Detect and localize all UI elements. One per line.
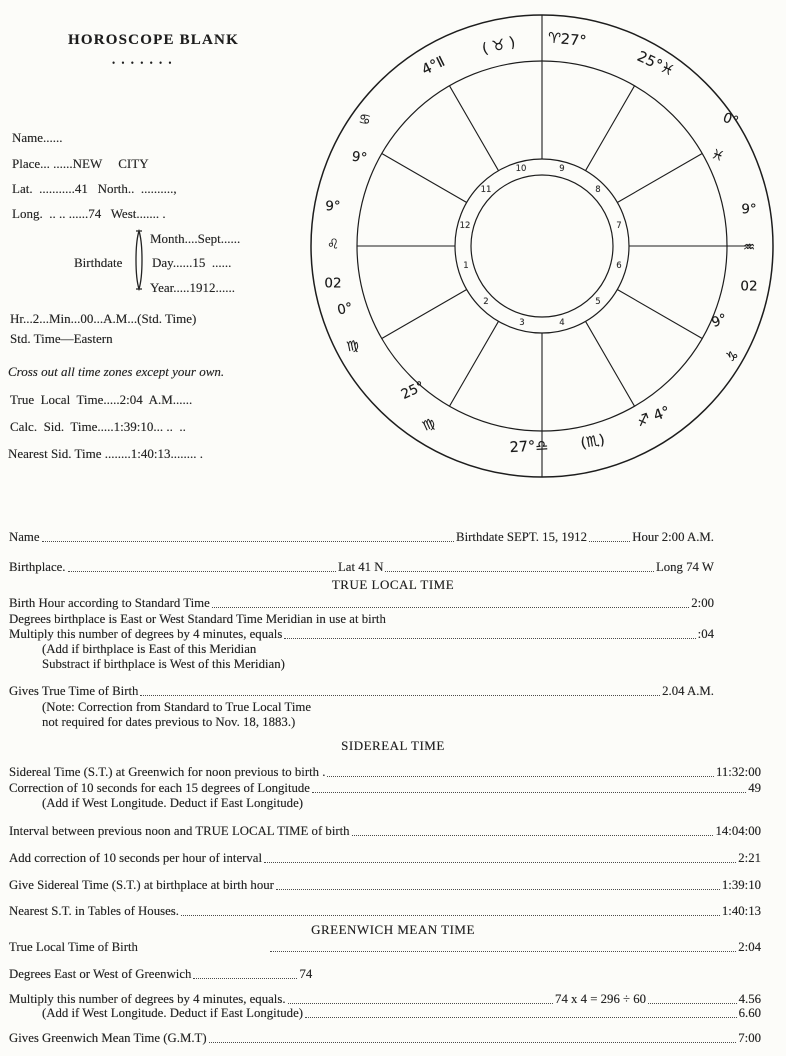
house-number-3: 3	[519, 318, 525, 328]
leader-dots	[181, 915, 720, 916]
leader-dots	[42, 541, 454, 542]
worksheet-birthplace-row	[9, 560, 714, 575]
row-label: Interval between previous noon and TRUE LOCAL TIME of birth	[9, 824, 350, 838]
cusp-12	[382, 154, 467, 203]
leader-dots	[212, 607, 689, 608]
row-label: Substract if birthplace is West of this Meridian)	[42, 657, 285, 671]
sign-text: 9°	[325, 198, 341, 215]
worksheet-row	[9, 1031, 761, 1046]
row-label: Multiply this number of degrees by 4 minutes, equals	[9, 627, 283, 641]
worksheet-note-row	[42, 700, 311, 715]
row-label: Correction of 10 seconds for each 15 degrees of Longitude	[9, 781, 310, 795]
worksheet-row	[9, 596, 714, 611]
sign-text: 27°♎	[509, 438, 549, 457]
cusp-11	[450, 86, 499, 171]
name-field: Name......	[12, 130, 63, 145]
cusp-6	[617, 290, 702, 339]
sign-text: ♍	[420, 415, 438, 435]
sign-text: 02	[324, 275, 342, 292]
row-label: not required for dates previous to Nov. 18, 1883.)	[42, 715, 296, 729]
birthplace-label: Birthplace.	[9, 560, 66, 574]
row-value: 4.56	[738, 992, 761, 1006]
sign-text: 9°	[350, 148, 369, 167]
leader-dots	[193, 978, 297, 979]
worksheet-note-row	[42, 642, 256, 657]
true-local-time-field: True Local Time.....2:04 A.M......	[10, 392, 193, 407]
longitude-field: Long. .. .. ......74 West....... .	[12, 206, 166, 221]
cusp-5	[586, 321, 635, 406]
row-label: Add correction of 10 seconds per hour of interval	[9, 851, 263, 865]
section-heading-sidereal-time: SIDEREAL TIME	[341, 738, 445, 753]
house-ring-inner-circle	[471, 175, 613, 317]
sign-text: ♓	[709, 146, 726, 166]
wheel-geometry	[303, 8, 781, 486]
cusp-9	[586, 86, 635, 171]
worksheet-row	[9, 904, 761, 919]
leader-dots	[589, 541, 630, 542]
leader-dots	[648, 1003, 737, 1004]
row-value: 1:39:10	[721, 878, 761, 892]
aries-midheaven-label	[547, 32, 587, 49]
house-number-11: 11	[480, 185, 492, 195]
house-number-8: 8	[595, 185, 601, 195]
leader-dots	[352, 835, 714, 836]
house-number-1: 1	[463, 261, 469, 271]
worksheet-name-row	[9, 530, 714, 545]
leader-dots	[68, 571, 336, 572]
row-value: 11:32:00	[715, 765, 761, 779]
row-label: Sidereal Time (S.T.) at Greenwich for noon previous to birth .	[9, 765, 326, 779]
sign-text: 02	[740, 278, 758, 295]
worksheet-note-row	[42, 657, 285, 672]
leader-dots	[270, 951, 736, 952]
leo-ascendant-label	[324, 175, 341, 316]
worksheet-row	[9, 612, 386, 627]
row-label: Birth Hour according to Standard Time	[9, 596, 210, 610]
house-number-7: 7	[616, 221, 622, 231]
hour-value: Hour 2:00 A.M.	[632, 530, 714, 544]
std-time-zone-field: Std. Time—Eastern	[10, 331, 113, 346]
row-value: 14:04:00	[715, 824, 761, 838]
worksheet-row	[9, 765, 761, 780]
row-label: Gives True Time of Birth	[9, 684, 139, 698]
sign-text: ( ♉ )	[480, 34, 517, 58]
row-calculation: 74 x 4 = 296 ÷ 60	[555, 992, 647, 1006]
house-number-10: 10	[515, 164, 527, 174]
birth-day-field: Day......15 ......	[152, 255, 232, 270]
sign-text: 25°♓	[634, 48, 677, 80]
latitude-value: Lat 41 N	[337, 560, 384, 574]
row-label: (Add if birthplace is East of this Meridian	[42, 642, 257, 656]
sign-text: ♌	[326, 236, 340, 253]
sign-text: 0°	[720, 109, 741, 130]
leader-dots	[276, 889, 720, 890]
row-value: 1:40:13	[721, 904, 761, 918]
sign-text: ♈27°	[547, 30, 588, 50]
house-number-12: 12	[459, 221, 471, 231]
sign-text: 4°Ⅱ	[419, 53, 448, 79]
row-label: Gives Greenwich Mean Time (G.M.T)	[9, 1031, 207, 1045]
row-value: 2:04	[738, 940, 761, 954]
row-label: (Add if West Longitude. Deduct if East Longitude)	[42, 796, 304, 810]
libra-ic-label	[509, 440, 548, 456]
birthdate-brace	[131, 228, 147, 292]
aquarius-descendant-label	[740, 178, 757, 319]
title-dots-divider: • • • • • • •	[112, 58, 174, 68]
birthdate-value: Birthdate SEPT. 15, 1912	[456, 530, 587, 544]
leader-dots	[327, 776, 714, 777]
worksheet-note-row	[42, 796, 303, 811]
longitude-value: Long 74 W	[655, 560, 714, 574]
house-number-4: 4	[559, 318, 565, 328]
name-label: Name	[9, 530, 40, 544]
worksheet-row	[9, 824, 761, 839]
hour-minute-field: Hr...2...Min...00...A.M...(Std. Time)	[10, 311, 197, 326]
row-value: 6.60	[738, 1006, 761, 1020]
worksheet-note-row	[42, 1006, 761, 1021]
section-heading-true-local-time: TRUE LOCAL TIME	[331, 577, 455, 592]
worksheet-row	[9, 940, 761, 955]
row-value: 7:00	[738, 1031, 761, 1045]
leader-dots	[385, 571, 653, 572]
row-label: (Add if West Longitude. Deduct if East Longitude)	[42, 1006, 304, 1020]
worksheet-row	[9, 878, 761, 893]
worksheet-row	[9, 967, 312, 982]
sign-text: ♋	[357, 110, 372, 129]
leader-dots	[264, 862, 736, 863]
sign-text: (♏)	[579, 432, 607, 453]
sign-text: ♐ 4°	[634, 403, 673, 431]
house-number-2: 2	[483, 297, 489, 307]
row-value: 2.04 A.M.	[662, 684, 714, 698]
cusp-3	[450, 321, 499, 406]
birth-month-field: Month....Sept......	[150, 231, 241, 246]
row-value: 49	[748, 781, 761, 795]
sign-text: 9°	[741, 201, 757, 218]
leader-dots	[305, 1017, 737, 1018]
leader-dots	[140, 695, 660, 696]
sign-text: ♑	[724, 347, 741, 367]
house-number-5: 5	[595, 297, 601, 307]
worksheet-row	[9, 627, 714, 642]
leader-dots	[288, 1003, 554, 1004]
row-label: Multiply this number of degrees by 4 minutes, equals.	[9, 992, 286, 1006]
row-value: :04	[697, 627, 714, 641]
row-label: Degrees birthplace is East or West Standard Time Meridian in use at birth	[9, 612, 386, 626]
birthdate-label: Birthdate	[74, 255, 123, 270]
worksheet-row	[9, 851, 761, 866]
worksheet-row	[9, 992, 761, 1007]
sign-text: 25°	[398, 377, 427, 403]
worksheet-note-row	[42, 715, 295, 730]
section-heading-greenwich-mean-time: GREENWICH MEAN TIME	[311, 922, 475, 937]
row-label: Degrees East or West of Greenwich	[9, 967, 192, 981]
nearest-sidereal-time-field: Nearest Sid. Time ........1:40:13........ .	[8, 446, 204, 461]
place-field: Place... ......NEW CITY	[12, 156, 149, 171]
house-number-6: 6	[616, 261, 622, 271]
latitude-field: Lat. ...........41 North.. ..........,	[12, 181, 177, 196]
row-value: 74	[299, 967, 313, 981]
leader-dots	[312, 792, 746, 793]
sign-text: 9°	[709, 310, 730, 331]
worksheet-row	[9, 781, 761, 796]
birth-year-field: Year.....1912......	[150, 280, 235, 295]
calc-sidereal-time-field: Calc. Sid. Time.....1:39:10... .. ..	[10, 419, 186, 434]
row-label: Give Sidereal Time (S.T.) at birthplace at birth hour	[9, 878, 274, 892]
leader-dots	[284, 638, 695, 639]
leader-dots	[209, 1042, 737, 1043]
row-label: (Note: Correction from Standard to True Local Time	[42, 700, 312, 714]
form-title: HOROSCOPE BLANK	[68, 32, 239, 48]
row-value: 2:00	[691, 596, 714, 610]
sign-text: ♒	[742, 239, 756, 256]
row-label: True Local Time of Birth	[9, 940, 138, 954]
cusp-2	[382, 290, 467, 339]
sign-text: ♍	[345, 337, 361, 356]
house-number-9: 9	[559, 164, 565, 174]
row-value: 2:21	[738, 851, 761, 865]
row-label: Nearest S.T. in Tables of Houses.	[9, 904, 179, 918]
worksheet-row	[9, 684, 714, 699]
timezone-instruction: Cross out all time zones except your own.	[8, 364, 225, 379]
horoscope-wheel	[303, 8, 781, 486]
sign-text: 0°	[335, 299, 355, 319]
cusp-8	[617, 154, 702, 203]
